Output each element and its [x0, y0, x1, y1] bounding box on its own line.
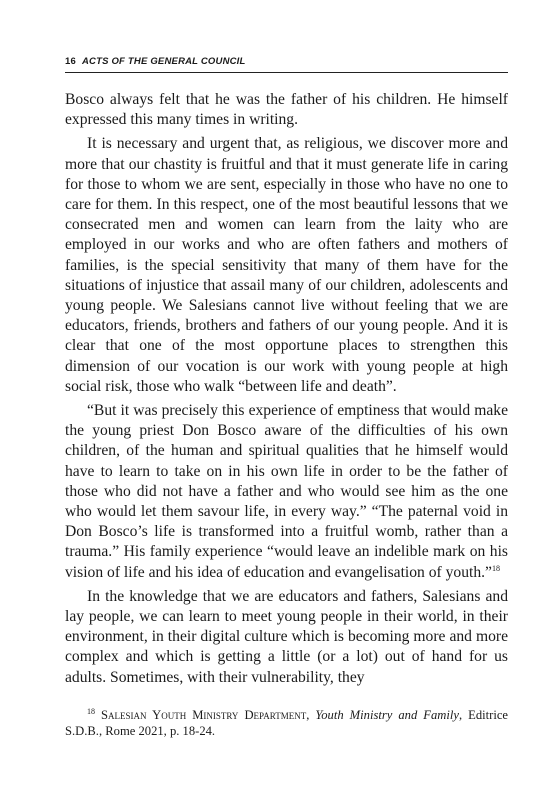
paragraph-3 — [65, 401, 508, 583]
running-title: ACTS OF THE GENERAL COUNCIL — [81, 56, 246, 67]
paragraph-3-text: “But it was precisely this experience of emptiness that would make the young priest Don Bosco aware of the difficulties of his own children, of the human and spiritual qualities that he himself would have to learn to take on in his own life in order to be the father of those who did not have a father and who would see him as the one who would let them savour life, in every way.” “The paternal void in Don Bosco’s life is transformed into a fruitful womb, rather than a trauma.” His family experience “would leave an indelible mark on his vision of life and his idea of education and evangelisation of youth.” — [65, 402, 508, 581]
footnote-author: Salesian Youth Ministry Department — [101, 708, 307, 722]
paragraph-4: In the knowledge that we are educators and fathers, Salesians and lay people, we can learn to meet young people in their world, in their environment, in their digital culture which is becoming more and more complex and which is getting a little (or a lot) out of hand for us adults. Sometimes, with their vulnerability, they — [65, 587, 508, 686]
footnote — [65, 707, 508, 739]
running-head — [65, 56, 508, 73]
footnote-text: $^{18}$ Salesian Youth Ministry Department, Youth Ministry and Family, Editrice S.D.B., Rome 2021, p. 18-24. — [65, 706, 509, 738]
paragraph-2: It is necessary and urgent that, as religious, we discover more and more that our chastity is fruitful and that it must generate life in caring for those to whom we are sent, especially in those who have no one to care for them. In this respect, one of the most beautiful lessons that we consecrated men and women can learn from the laity who are employed in our works and who are often fathers and mothers of families, is the special sensitivity that many of them have for the situations of injustice that assail many of our children, adolescents and young people. We Salesians cannot live without feeling that we are educators, friends, brothers and fathers of our young people. And it is clear that one of the most opportune places to strengthen this dimension of our vocation is our work with young people at high social risk, those who walk “between life and death”. — [65, 135, 508, 395]
footnote-number: 18 — [87, 706, 95, 716]
footnote-publication: , Editrice S.D.B., Rome 2021, p. 18-24. — [65, 708, 509, 738]
paragraph-1: Bosco always felt that he was the father of his children. He himself expressed this many times in writing. — [65, 91, 508, 129]
body-text — [65, 90, 508, 692]
footnote-work-title: Youth Ministry and Family — [315, 708, 459, 722]
footnote-reference: 18 — [491, 563, 500, 573]
page-number: 16 — [65, 56, 76, 67]
